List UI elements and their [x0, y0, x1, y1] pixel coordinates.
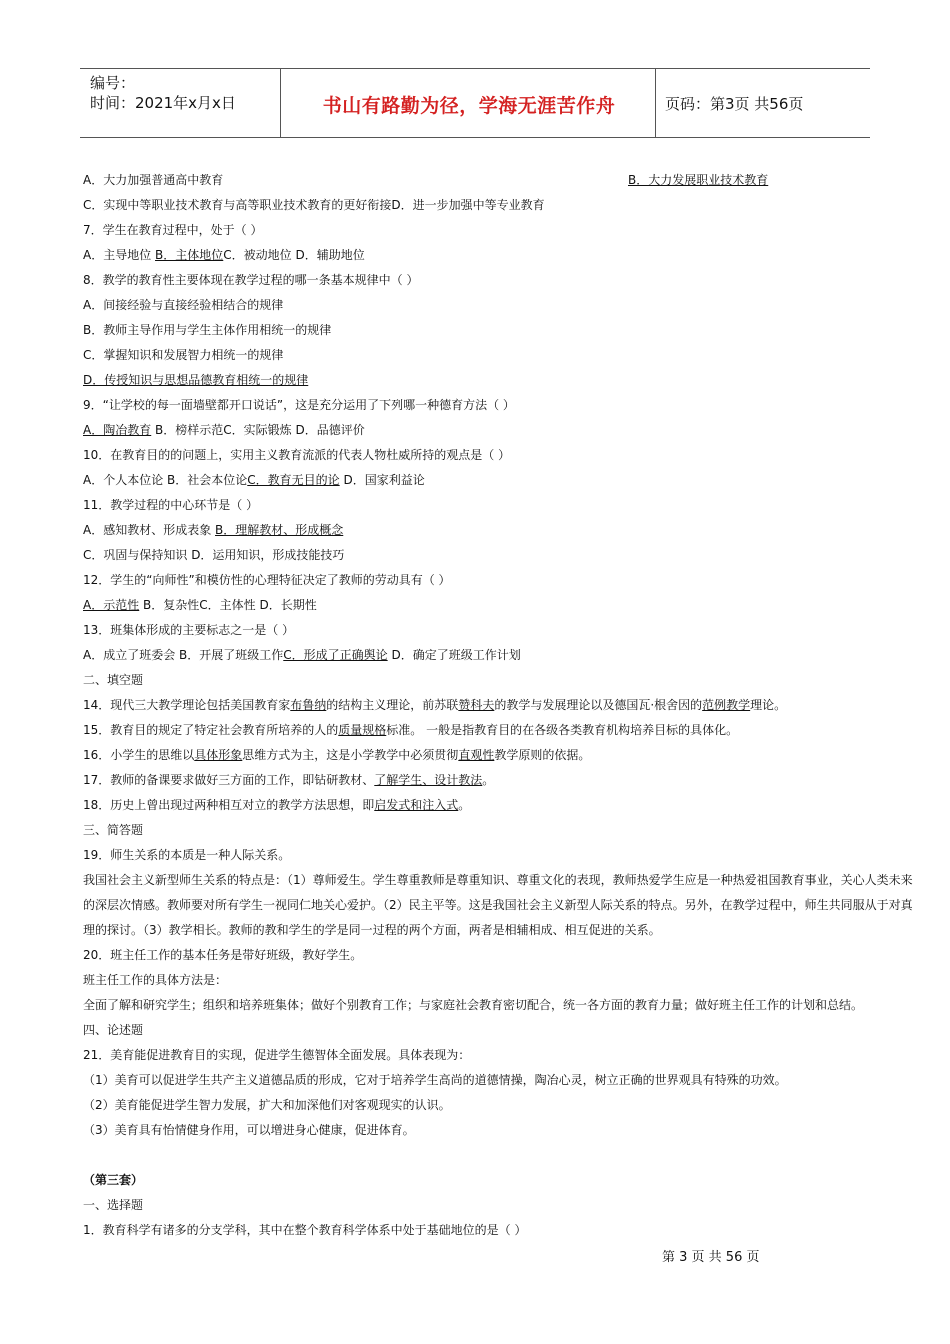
question: 1．教育科学有诸多的分支学科，其中在整个教育科学体系中处于基础地位的是（ ） — [83, 1223, 527, 1237]
question: 13．班集体形成的主要标志之一是（ ） — [83, 623, 295, 637]
answer-line: （3）美育具有怡情健身作用，可以增进身心健康，促进体育。 — [83, 1123, 415, 1137]
option-line: A．主导地位 B．主体地位C．被动地位 D．辅助地位 — [83, 248, 365, 262]
answer-underlined: A．陶冶教育 — [83, 423, 152, 437]
section-heading: 二、填空题 — [83, 673, 144, 687]
answer-underlined: D．传授知识与思想品德教育相统一的规律 — [83, 373, 309, 387]
option-line: A．个人本位论 B．社会本位论C．教育无目的论 D．国家利益论 — [83, 473, 425, 487]
option-line: C．巩固与保持知识 D．运用知识，形成技能技巧 — [83, 548, 345, 562]
fill-question: 18．历史上曾出现过两种相互对立的教学方法思想，即启发式和注入式。 — [83, 798, 471, 812]
answer-underlined: C．教育无目的论 — [247, 473, 340, 487]
question: 21．美育能促进教育目的实现，促进学生德智体全面发展。具体表现为： — [83, 1048, 471, 1062]
option-line: A．陶冶教育 B．榜样示范C．实际锻炼 D．品德评价 — [83, 423, 365, 437]
fill-question: 16．小学生的思维以具体形象思维方式为主，这是小学教学中必须贯彻直观性教学原则的依据。 — [83, 748, 591, 762]
question: 10．在教育目的的问题上，实用主义教育流派的代表人物杜威所持的观点是（ ） — [83, 448, 511, 462]
answer-underlined: B．理解教材、形成概念 — [215, 523, 344, 537]
fill-question: 14．现代三大教学理论包括美国教育家布鲁纳的结构主义理论，前苏联赞科夫的教学与发展理论以及德国瓦·根舍因的范例教学理论。 — [83, 698, 787, 712]
doc-number-label: 编号： — [90, 74, 136, 92]
option-line: A．大力加强普通高中教育 B．大力发展职业技术教育 — [83, 168, 913, 193]
question: 19．师生关系的本质是一种人际关系。 — [83, 848, 291, 862]
header-divider — [280, 69, 281, 137]
fill-question: 17．教师的备课要求做好三方面的工作，即钻研教材、了解学生、设计教法。 — [83, 773, 495, 787]
answer-line: （1）美育可以促进学生共产主义道德品质的形成，它对于培养学生高尚的道德情操，陶冶心灵，树立正确的世界观具有特殊的功效。 — [83, 1073, 787, 1087]
answer-paragraph: 我国社会主义新型师生关系的特点是：（1）尊师爱生。学生尊重教师是尊重知识、尊重文化的表现，教师热爱学生应是一种热爱祖国教育事业，关心人类未来的深层次情感。教师要对所有学生一视同仁地关心爱护。（2）民主平等。这是我国社会主义新型人际关系的特点。另外，在教学过程中，师生共同服从于对真理的探讨。（3）教学相长。教师的教和学生的学是同一过程的两个方面，两者是相辅相成、相互促进的关系。 — [83, 873, 913, 937]
question: 20．班主任工作的基本任务是带好班级，教好学生。 — [83, 948, 363, 962]
header-motto: 书山有路勤为径，学海无涯苦作舟 — [322, 95, 616, 117]
option-line: A．成立了班委会 B．开展了班级工作C．形成了正确舆论 D．确定了班级工作计划 — [83, 648, 521, 662]
question: 7．学生在教育过程中，处于（ ） — [83, 223, 263, 237]
question: 12．学生的“向师性”和模仿性的心理特征决定了教师的劳动具有（ ） — [83, 573, 451, 587]
question: 11．教学过程的中心环节是（ ） — [83, 498, 259, 512]
document-body — [83, 168, 913, 1243]
option-line: C．实现中等职业技术教育与高等职业技术教育的更好衔接D．进一步加强中等专业教育 — [83, 198, 545, 212]
option-line: A．感知教材、形成表象 B．理解教材、形成概念 — [83, 523, 344, 537]
doc-date: 时间：2021年x月x日 — [90, 94, 236, 112]
option-line: B．教师主导作用与学生主体作用相统一的规律 — [83, 323, 332, 337]
option-line: A．示范性 B．复杂性C．主体性 D．长期性 — [83, 598, 317, 612]
answer-underlined: B．主体地位 — [155, 248, 224, 262]
answer-line: 全面了解和研究学生；组织和培养班集体；做好个别教育工作；与家庭社会教育密切配合，统一各方面的教育力量；做好班主任工作的计划和总结。 — [83, 998, 864, 1012]
fill-question: 15．教育目的规定了特定社会教育所培养的人的质量规格标准。 一般是指教育目的在各级各类教育机构培养目标的具体化。 — [83, 723, 739, 737]
section-heading: 四、论述题 — [83, 1023, 144, 1037]
set-heading: （第三套） — [83, 1173, 144, 1187]
option-line: C．掌握知识和发展智力相统一的规律 — [83, 348, 284, 362]
page-footer: 第 3 页 共 56 页 — [662, 1250, 760, 1265]
answer-line: （2）美育能促进学生智力发展，扩大和加深他们对客观现实的认识。 — [83, 1098, 451, 1112]
answer-line: 班主任工作的具体方法是： — [83, 973, 228, 987]
answer-underlined: C．形成了正确舆论 — [283, 648, 388, 662]
question: 8．教学的教育性主要体现在教学过程的哪一条基本规律中（ ） — [83, 273, 419, 287]
header-left — [90, 73, 236, 113]
question: 9．“让学校的每一面墙壁都开口说话”，这是充分运用了下列哪一种德育方法（ ） — [83, 398, 515, 412]
answer-underlined: A．示范性 — [83, 598, 140, 612]
option-line: A．间接经验与直接经验相结合的规律 — [83, 298, 284, 312]
section-heading: 三、简答题 — [83, 823, 144, 837]
header-divider — [655, 69, 656, 137]
page-header — [80, 68, 870, 138]
section-heading: 一、选择题 — [83, 1198, 144, 1212]
header-page-info: 页码：第3页 共56页 — [665, 95, 804, 113]
answer-underlined: B．大力发展职业技术教育 — [628, 173, 769, 187]
